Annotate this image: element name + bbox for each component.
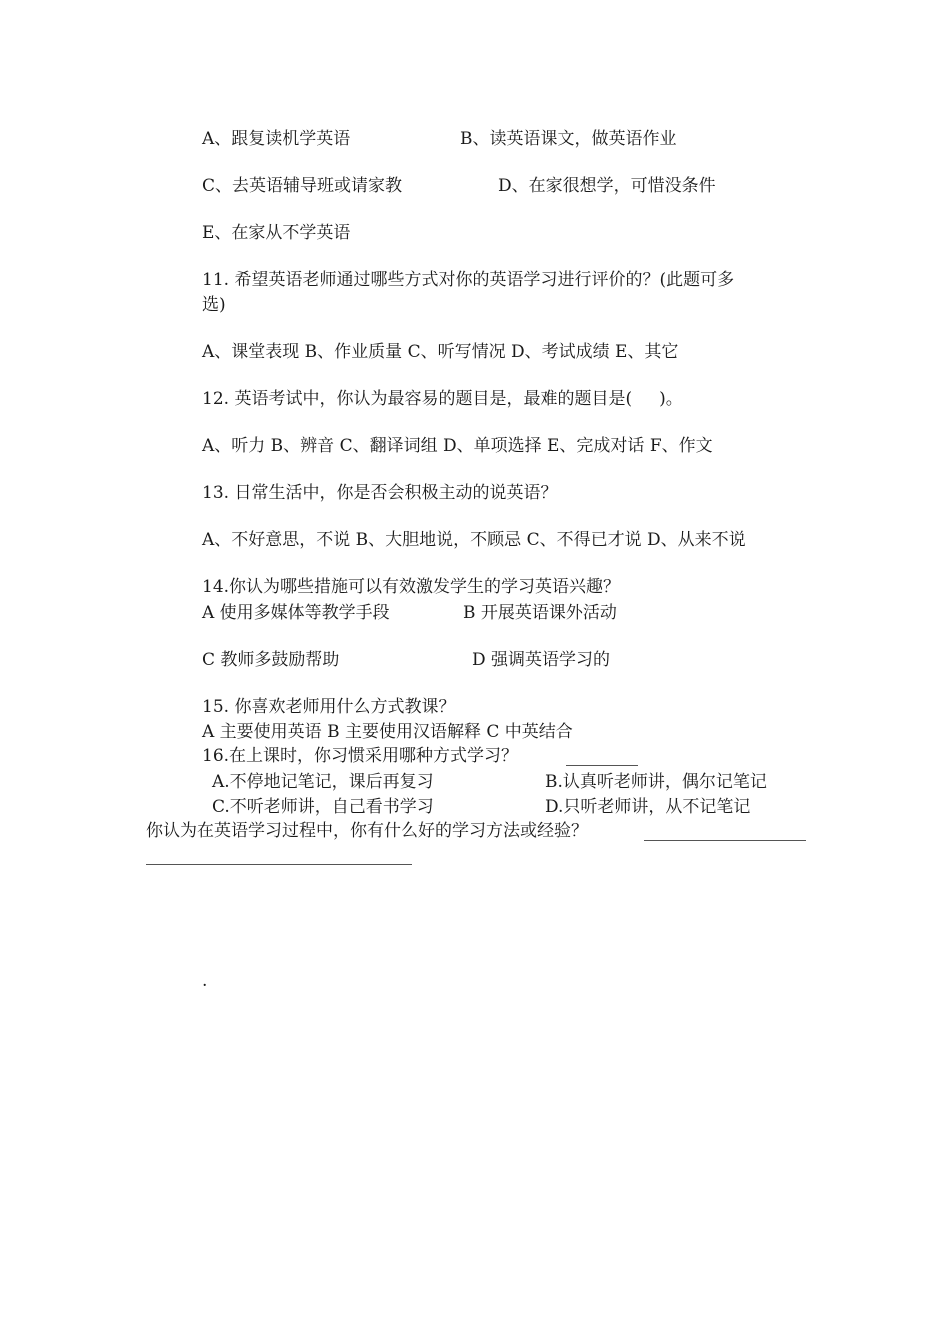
q16-option-a: A.不停地记笔记，课后再复习 (212, 772, 434, 792)
q14-option-a: A 使用多媒体等教学手段 (202, 603, 390, 623)
q17-answer-blank-line2[interactable] (146, 850, 412, 865)
q13-options: A、不好意思，不说 B、大胆地说，不顾忌 C、不得已才说 D、从来不说 (202, 530, 746, 550)
q16-option-b: B.认真听老师讲，偶尔记笔记 (545, 772, 767, 792)
q17-question: 你认为在英语学习过程中，你有什么好的学习方法或经验？ (146, 821, 588, 841)
footer-dot: . (202, 971, 208, 991)
q15-question: 15. 你喜欢老师用什么方式教课？ (202, 697, 456, 717)
q17-answer-blank-line1[interactable] (644, 826, 806, 841)
q11-question-line2: 选) (202, 295, 226, 315)
q12-options: A、听力 B、辨音 C、翻译词组 D、单项选择 E、完成对话 F、作文 (202, 436, 713, 456)
q11-question-line1: 11. 希望英语老师通过哪些方式对你的英语学习进行评价的？(此题可多 (202, 270, 735, 290)
q16-question: 16.在上课时，你习惯采用哪种方式学习？ (202, 746, 519, 766)
q10-option-d: D、在家很想学，可惜没条件 (498, 176, 716, 196)
q10-option-e: E、在家从不学英语 (202, 223, 351, 243)
q14-option-c: C 教师多鼓励帮助 (202, 650, 340, 670)
q14-option-b: B 开展英语课外活动 (463, 603, 617, 623)
q10-option-c: C、去英语辅导班或请家教 (202, 176, 403, 196)
q13-question: 13. 日常生活中，你是否会积极主动的说英语？ (202, 483, 558, 503)
q14-option-d: D 强调英语学习的 (472, 650, 611, 670)
q16-answer-blank[interactable] (566, 751, 638, 766)
q16-option-d: D.只听老师讲，从不记笔记 (545, 797, 751, 817)
q12-question: 12. 英语考试中，你认为最容易的题目是，最难的题目是( )。 (202, 389, 683, 409)
q11-options: A、课堂表现 B、作业质量 C、听写情况 D、考试成绩 E、其它 (202, 342, 679, 362)
q15-options: A 主要使用英语 B 主要使用汉语解释 C 中英结合 (202, 722, 573, 742)
q10-option-b: B、读英语课文，做英语作业 (460, 129, 677, 149)
q14-question: 14.你认为哪些措施可以有效激发学生的学习英语兴趣？ (202, 577, 621, 597)
q16-option-c: C.不听老师讲，自己看书学习 (212, 797, 434, 817)
q10-option-a: A、跟复读机学英语 (202, 129, 351, 149)
